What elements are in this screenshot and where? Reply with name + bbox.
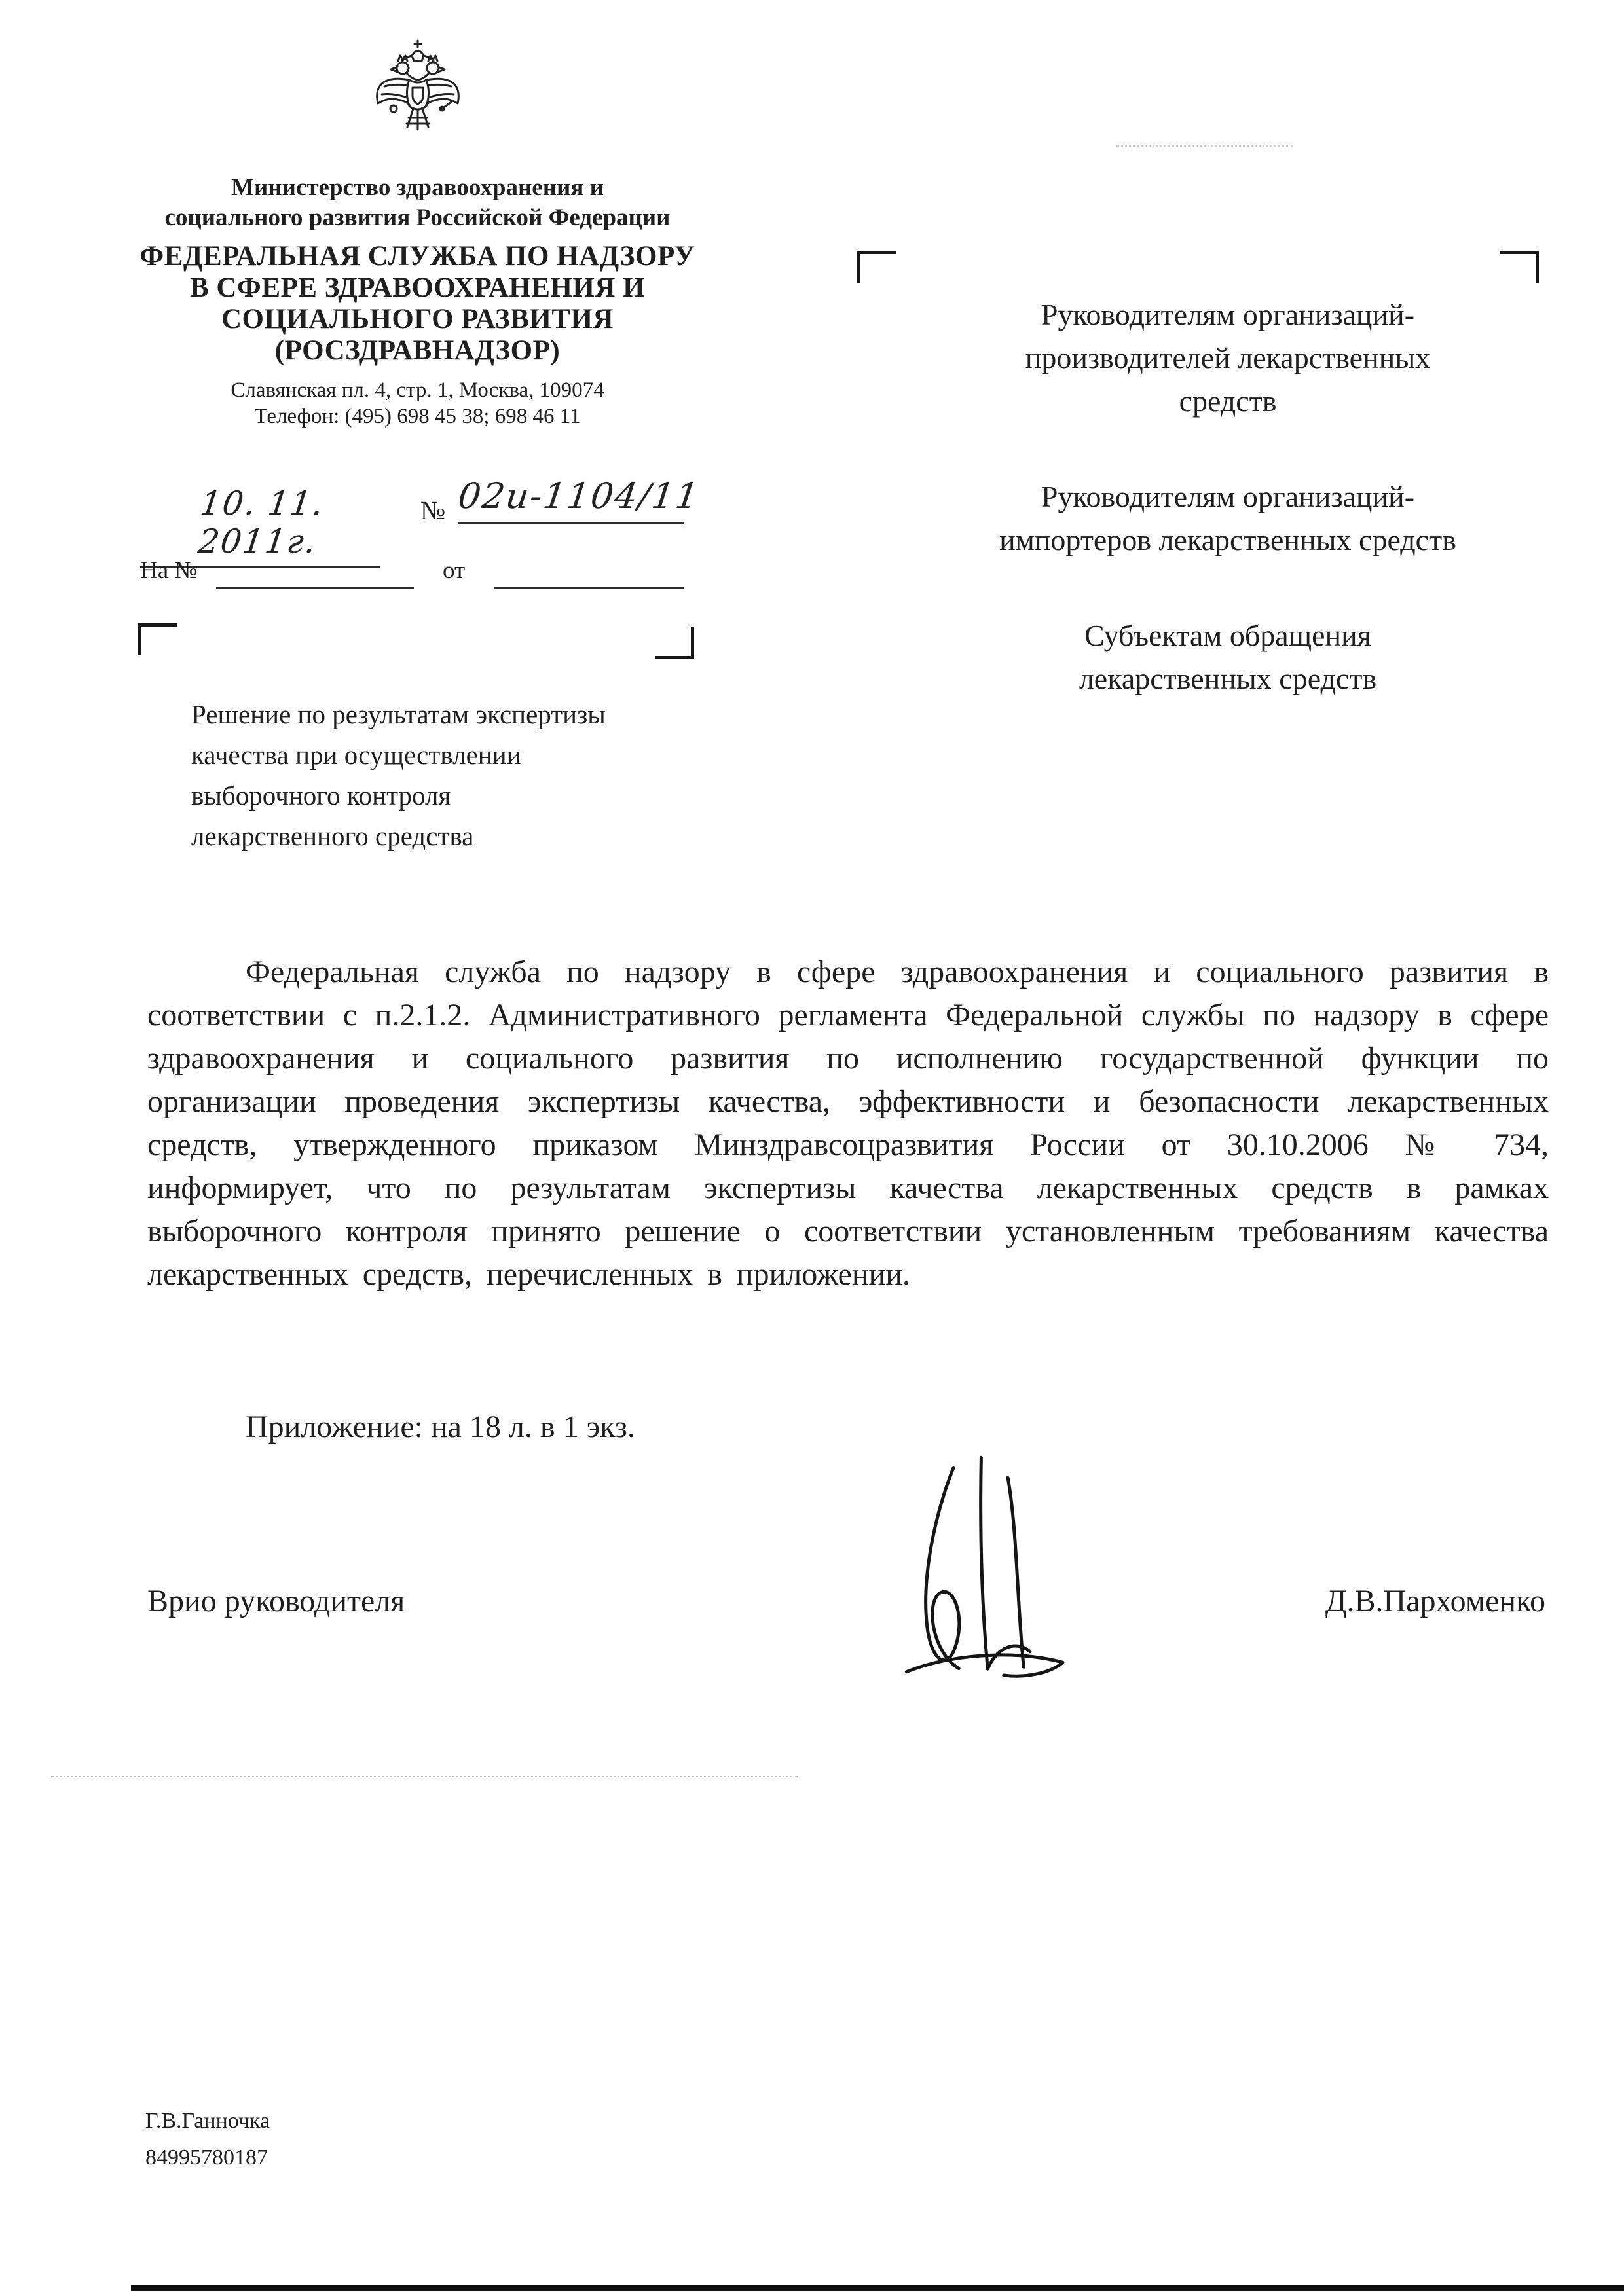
address-zone-corner-right bbox=[1500, 251, 1539, 283]
scan-artifact-bottom-edge bbox=[131, 2285, 1624, 2291]
service-line: СОЦИАЛЬНОГО РАЗВИТИЯ bbox=[221, 304, 614, 335]
subject-line: качества при осуществлении bbox=[191, 740, 521, 770]
number-sign-label: № bbox=[420, 496, 446, 525]
from-label: от bbox=[443, 557, 466, 584]
service-name bbox=[121, 241, 714, 367]
attachment-note: Приложение: на 18 л. в 1 экз. bbox=[246, 1410, 635, 1444]
scan-artifact-dotted-line bbox=[51, 1776, 798, 1777]
subject-line: Решение по результатам экспертизы bbox=[191, 699, 606, 729]
addressee-line: Руководителям организаций- bbox=[1041, 298, 1415, 331]
signature-icon bbox=[861, 1450, 1090, 1705]
outgoing-number-value: 02и-1104/11 bbox=[456, 475, 702, 517]
addressee-subjects bbox=[913, 614, 1542, 701]
outgoing-date-value: 10. 11. 2011г. bbox=[196, 484, 327, 560]
outgoing-number-field bbox=[456, 475, 702, 524]
from-blank-line bbox=[494, 556, 684, 589]
ministry-line: Министерство здравоохранения и bbox=[231, 174, 604, 201]
service-line: ФЕДЕРАЛЬНАЯ СЛУЖБА ПО НАДЗОРУ bbox=[139, 241, 695, 272]
addressee-line: Субъектам обращения bbox=[1084, 619, 1371, 652]
on-number-blank-line bbox=[216, 556, 414, 589]
letter-body-paragraph: Федеральная служба по надзору в сфере здравоохранения и социального развития в соответствии с п.2.1.2. Административного регламента Федеральной службы по надзору в сфере здравоохранения и социального развития по исполнению государственной функции по организации проведения экспертизы качества, эффективности и безопасности лекарственных средств, утвержденного приказом Минздравсоцразвития России от 30.10.2006 № 734, информирует, что по результатам экспертизы качества лекарственных средств в рамках выборочного контроля принято решение о соответствии установленным требованиям качества лекарственных средств, перечисленных в приложении. bbox=[147, 955, 1549, 1292]
addressee-line: лекарственных средств bbox=[1079, 662, 1377, 695]
executor-phone: 84995780187 bbox=[145, 2145, 268, 2170]
letterhead bbox=[121, 38, 714, 429]
ministry-name bbox=[121, 173, 714, 233]
subject-zone-corner-right bbox=[655, 627, 694, 659]
letter-subject bbox=[191, 694, 781, 856]
outgoing-date-field bbox=[140, 484, 380, 568]
signer-position: Врио руководителя bbox=[147, 1584, 405, 1618]
on-number-label: На № bbox=[140, 557, 198, 584]
subject-line: лекарственного средства bbox=[191, 821, 474, 851]
phone-line: Телефон: (495) 698 45 38; 698 46 11 bbox=[254, 405, 581, 428]
addressee-line: импортеров лекарственных средств bbox=[999, 523, 1456, 556]
postal-address: Славянская пл. 4, стр. 1, Москва, 109074 bbox=[231, 378, 604, 402]
addressee-block bbox=[913, 293, 1542, 701]
executor-block bbox=[145, 2103, 270, 2176]
subject-line: выборочного контроля bbox=[191, 780, 451, 811]
addressee-line: средств bbox=[1179, 384, 1277, 418]
coat-of-arms-icon bbox=[369, 38, 467, 162]
service-line: (РОСЗДРАВНАДЗОР) bbox=[274, 335, 561, 366]
ministry-line: социального развития Российской Федерации bbox=[164, 204, 671, 231]
address-zone-corner-left bbox=[857, 251, 896, 283]
addressee-manufacturers bbox=[913, 293, 1542, 423]
service-line: В СФЕРЕ ЗДРАВООХРАНЕНИЯ И bbox=[189, 272, 646, 303]
subject-zone-corner-left bbox=[138, 623, 177, 655]
executor-name: Г.В.Ганночка bbox=[145, 2109, 270, 2133]
scan-artifact-dotted-line bbox=[1116, 145, 1293, 147]
addressee-line: Руководителям организаций- bbox=[1041, 480, 1415, 513]
signer-name: Д.В.Пархоменко bbox=[1325, 1584, 1545, 1618]
addressee-importers bbox=[913, 475, 1542, 562]
addressee-line: производителей лекарственных bbox=[1025, 341, 1431, 374]
